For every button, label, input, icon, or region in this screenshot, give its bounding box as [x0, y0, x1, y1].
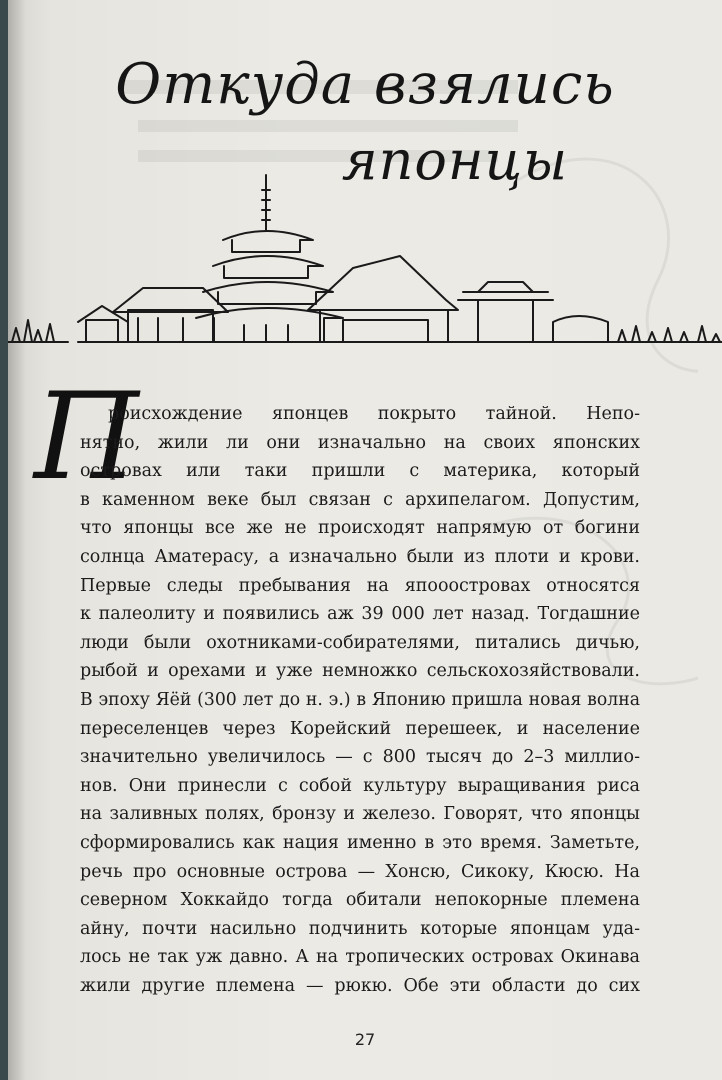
text-line: островах или таки пришли с материка, который: [80, 461, 640, 482]
text-line: значительно увеличилось — с 800 тысяч до 2–3 миллио-: [80, 747, 640, 768]
text-line: что японцы все же не происходят напрямую от богини: [80, 518, 640, 539]
text-line: солнца Аматерасу, а изначально были из плоти и крови.: [80, 546, 640, 567]
text-line: роисхождение японцев покрыто тайной. Непо-: [108, 404, 640, 424]
text-line: лось не так уж давно. А на тропических островах Окинава: [80, 947, 640, 968]
text-line: переселенцев через Корейский перешеек, и население: [80, 718, 640, 739]
text-line: на заливных полях, бронзу и железо. Говорят, что японцы: [80, 804, 640, 825]
text-line: речь про основные острова — Хонсю, Сикоку, Кюсю. На: [80, 861, 640, 882]
pagoda-skyline-icon: [8, 160, 722, 360]
text-line: Первые следы пребывания на япооостровах относятся: [80, 575, 640, 596]
text-line: В эпоху Яёй (300 лет до н. э.) в Японию пришла новая волна: [80, 689, 640, 710]
text-line: айну, почти насильно подчинить которые японцам уда-: [80, 918, 640, 939]
text-line: жили другие племена — рюкю. Обе эти области до сих: [80, 975, 640, 996]
book-page: [8, 0, 722, 1080]
text-line: рыбой и орехами и уже немножко сельскохозяйствовали.: [80, 661, 640, 682]
chapter-title-line-2: японцы: [341, 129, 569, 192]
drop-cap-letter: П: [34, 368, 139, 507]
chapter-title-line-1: Откуда взялись: [115, 52, 615, 117]
text-line: нов. Они принесли с собой культуру выращивания риса: [80, 775, 640, 796]
text-line: в каменном веке был связан с архипелагом. Допустим,: [80, 489, 640, 510]
text-line: нятно, жили ли они изначально на своих японских: [80, 432, 640, 453]
text-line: люди были охотниками-собирателями, питались дичью,: [80, 632, 640, 653]
text-line: северном Хоккайдо тогда обитали непокорные племена: [80, 890, 640, 911]
text-line: к палеолиту и появились аж 39 000 лет назад. Тогдашние: [80, 604, 640, 625]
text-line: сформировались как нация именно в это время. Заметьте,: [80, 832, 640, 853]
page-number: 27: [354, 1030, 376, 1049]
article-body: [80, 400, 640, 1000]
